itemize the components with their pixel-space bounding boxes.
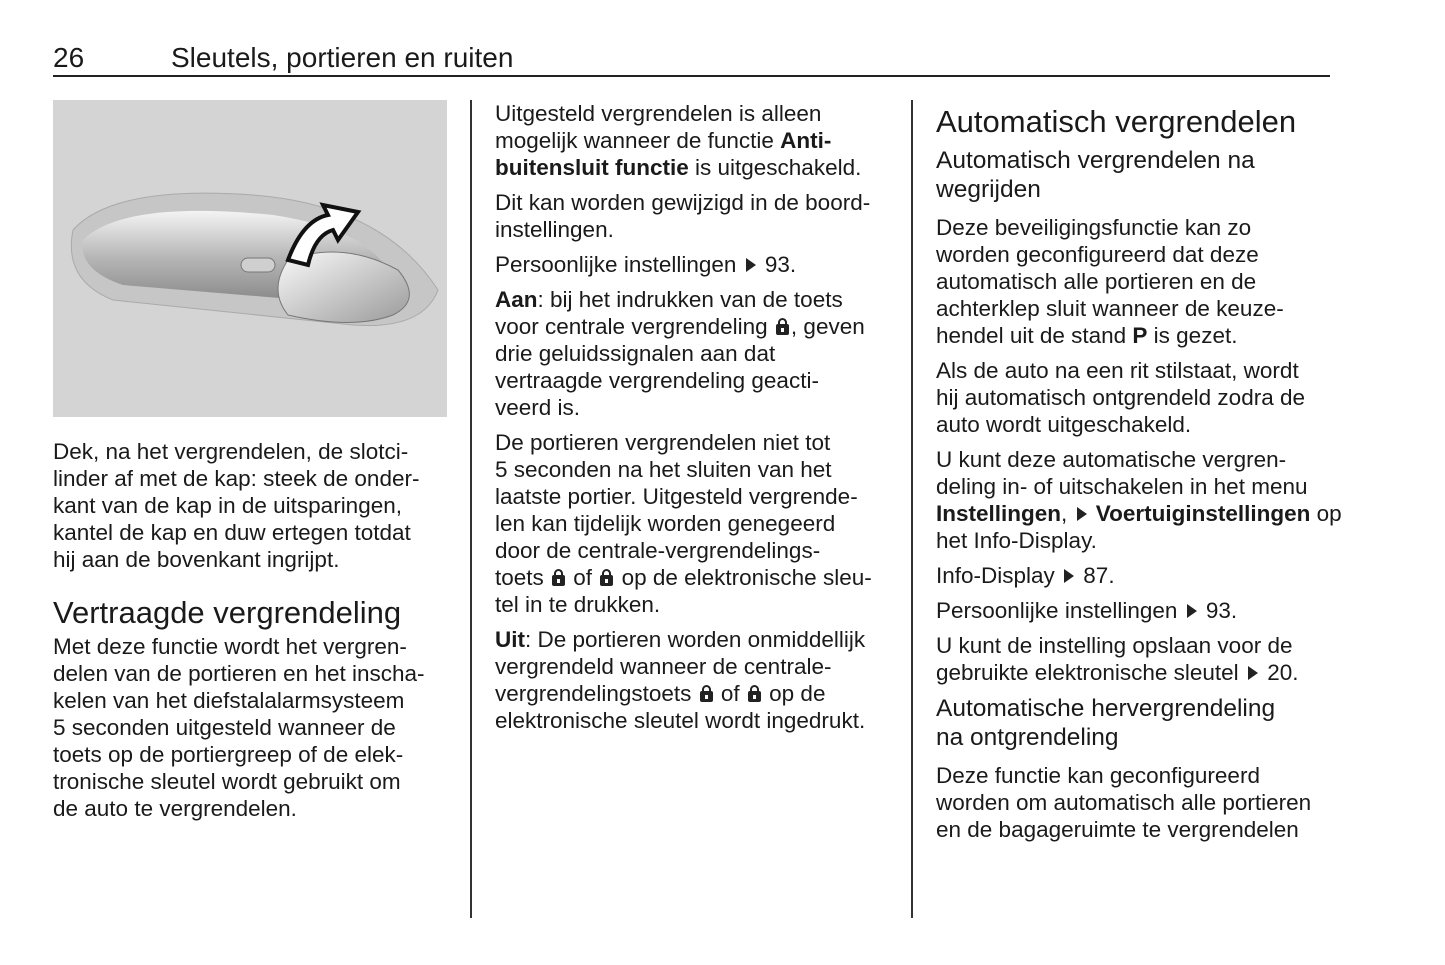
text-segment: op: [1310, 501, 1342, 526]
text-line: elektronische sleutel wordt ingedrukt.: [495, 708, 866, 733]
bold-term: Uit: [495, 627, 525, 652]
bold-term: Voertuiginstellingen: [1089, 501, 1311, 526]
text-line: delen van de portieren en het inscha-: [53, 661, 425, 686]
text-segment: ,: [1061, 501, 1074, 526]
text-line: Dit kan worden gewijzigd in de boord-: [495, 190, 871, 215]
text-segment: : De portieren worden onmiddellijk: [525, 627, 866, 652]
text-line: kelen van het diefstalalarmsysteem: [53, 688, 405, 713]
paragraph: [495, 100, 900, 181]
bold-term: buitensluit functie: [495, 155, 689, 180]
text-line: de auto te vergrendelen.: [53, 796, 297, 821]
text-segment: 20.: [1260, 660, 1299, 685]
text-line: [495, 626, 900, 653]
text-line: vergrendeld wanneer de centrale-: [495, 654, 832, 679]
text-segment: Persoonlijke instellingen: [495, 252, 743, 277]
text-line: na ontgrendeling: [936, 724, 1119, 751]
paragraph: [53, 438, 453, 573]
text-segment: gebruikte elektronische sleutel: [936, 660, 1245, 685]
text-line: tronische sleutel wordt gebruikt om: [53, 769, 401, 794]
text-segment: : bij het indrukken van de toets: [537, 287, 843, 312]
text-segment: Persoonlijke instellingen: [936, 598, 1184, 623]
header-rule: [53, 75, 1330, 77]
text-line: 5 seconden na het sluiten van het: [495, 457, 832, 482]
paragraph: [495, 189, 900, 243]
text-segment: voor centrale vergrendeling: [495, 314, 774, 339]
text-line: [936, 322, 1341, 349]
text-line: [495, 313, 900, 340]
text-line: [495, 564, 900, 591]
text-line: wegrijden: [936, 176, 1041, 203]
paragraph: [936, 632, 1341, 686]
text-line: het Info-Display.: [936, 528, 1097, 553]
subsection-heading: [936, 146, 1341, 204]
menu-arrow-icon: [1077, 507, 1087, 521]
lock-icon: [600, 575, 613, 586]
text-line: De portieren vergrendelen niet tot: [495, 430, 831, 455]
text-line: [495, 251, 900, 278]
text-line: [495, 680, 900, 707]
text-line: [936, 562, 1341, 589]
text-line: Automatisch vergrendelen na: [936, 147, 1255, 174]
paragraph: [936, 762, 1341, 843]
text-line: auto wordt uitgeschakeld.: [936, 412, 1192, 437]
column-divider: [911, 100, 913, 918]
ref-arrow-icon: [1248, 666, 1258, 680]
paragraph: [936, 562, 1341, 589]
text-line: vertraagde vergrendeling geacti-: [495, 368, 819, 393]
paragraph: [936, 597, 1341, 624]
section-heading: Automatisch vergrendelen: [936, 104, 1297, 139]
text-segment: vergrendelingstoets: [495, 681, 698, 706]
text-line: Uitgesteld vergrendelen is alleen: [495, 101, 822, 126]
text-line: hij aan de bovenkant ingrijpt.: [53, 547, 340, 572]
bold-term: Aan: [495, 287, 538, 312]
column-middle: [495, 100, 900, 742]
text-segment: 87.: [1077, 563, 1115, 588]
text-segment: op de elektronische sleu-: [615, 565, 872, 590]
ref-arrow-icon: [1064, 569, 1074, 583]
text-line: [495, 127, 900, 154]
paragraph: [53, 633, 453, 822]
ref-arrow-icon: [1187, 604, 1197, 618]
text-line: tel in te drukken.: [495, 592, 661, 617]
text-segment: of: [714, 681, 746, 706]
paragraph: [495, 286, 900, 421]
text-line: [936, 659, 1341, 686]
lock-icon: [700, 691, 713, 702]
text-segment: toets: [495, 565, 551, 590]
subsection-heading: [936, 694, 1341, 752]
text-line: Dek, na het vergrendelen, de slotci-: [53, 439, 409, 464]
column-divider: [470, 100, 472, 918]
text-line: laatste portier. Uitgesteld vergrende-: [495, 484, 858, 509]
text-line: hij automatisch ontgrendeld zodra de: [936, 385, 1305, 410]
page-number: 26: [53, 42, 85, 73]
column-right: [936, 100, 1341, 851]
text-line: door de centrale-vergrendelings-: [495, 538, 821, 563]
text-line: [936, 500, 1341, 527]
text-segment: is gezet.: [1147, 323, 1238, 348]
text-line: U kunt deze automatische vergren-: [936, 447, 1287, 472]
text-line: veerd is.: [495, 395, 581, 420]
column-left: [53, 438, 453, 830]
lock-icon: [552, 575, 565, 586]
text-line: deling in- of uitschakelen in het menu: [936, 474, 1308, 499]
text-line: Automatische hervergrendeling: [936, 695, 1276, 722]
text-segment: mogelijk wanneer de functie: [495, 128, 781, 153]
door-handle-cap-illustration: [53, 100, 447, 417]
text-line: Met deze functie wordt het vergren-: [53, 634, 407, 659]
text-line: toets op de portiergreep of de elek-: [53, 742, 404, 767]
text-segment: hendel uit de stand: [936, 323, 1133, 348]
text-line: Deze beveiligingsfunctie kan zo: [936, 215, 1252, 240]
text-segment: is uitgeschakeld.: [688, 155, 862, 180]
bold-term: P: [1132, 323, 1148, 348]
text-segment: 93.: [758, 252, 797, 277]
text-line: kantel de kap en duw ertegen totdat: [53, 520, 411, 545]
text-line: automatisch alle portieren en de: [936, 269, 1257, 294]
text-line: [495, 154, 900, 181]
text-segment: 93.: [1199, 598, 1238, 623]
paragraph: [495, 626, 900, 734]
text-line: len kan tijdelijk worden genegeerd: [495, 511, 836, 536]
paragraph: [936, 357, 1341, 438]
paragraph: [495, 251, 900, 278]
text-line: linder af met de kap: steek de onder-: [53, 466, 420, 491]
paragraph: [936, 214, 1341, 349]
lock-icon: [776, 324, 789, 335]
text-line: kant van de kap in de uitsparingen,: [53, 493, 402, 518]
paragraph: [495, 429, 900, 618]
text-line: [936, 597, 1341, 624]
lock-icon: [748, 691, 761, 702]
text-line: Deze functie kan geconfigureerd: [936, 763, 1260, 788]
text-line: instellingen.: [495, 217, 614, 242]
text-segment: , geven: [790, 314, 865, 339]
text-line: drie geluidssignalen aan dat: [495, 341, 776, 366]
text-line: achterklep sluit wanneer de keuze-: [936, 296, 1284, 321]
text-line: U kunt de instelling opslaan voor de: [936, 633, 1293, 658]
text-line: [495, 286, 900, 313]
text-line: worden geconfigureerd dat deze: [936, 242, 1259, 267]
text-segment: Info-Display: [936, 563, 1062, 588]
bold-term: Instellingen: [936, 501, 1062, 526]
chapter-title: Sleutels, portieren en ruiten: [171, 42, 514, 73]
bold-term: Anti-: [780, 128, 832, 153]
text-segment: of: [567, 565, 599, 590]
text-line: Als de auto na een rit stilstaat, wordt: [936, 358, 1299, 383]
ref-arrow-icon: [746, 258, 756, 272]
section-heading: Vertraagde vergrendeling: [53, 595, 402, 630]
paragraph: [936, 446, 1341, 554]
text-line: worden om automatisch alle portieren: [936, 790, 1312, 815]
text-line: 5 seconden uitgesteld wanneer de: [53, 715, 396, 740]
text-line: en de bagageruimte te vergrendelen: [936, 817, 1299, 842]
text-segment: op de: [762, 681, 826, 706]
